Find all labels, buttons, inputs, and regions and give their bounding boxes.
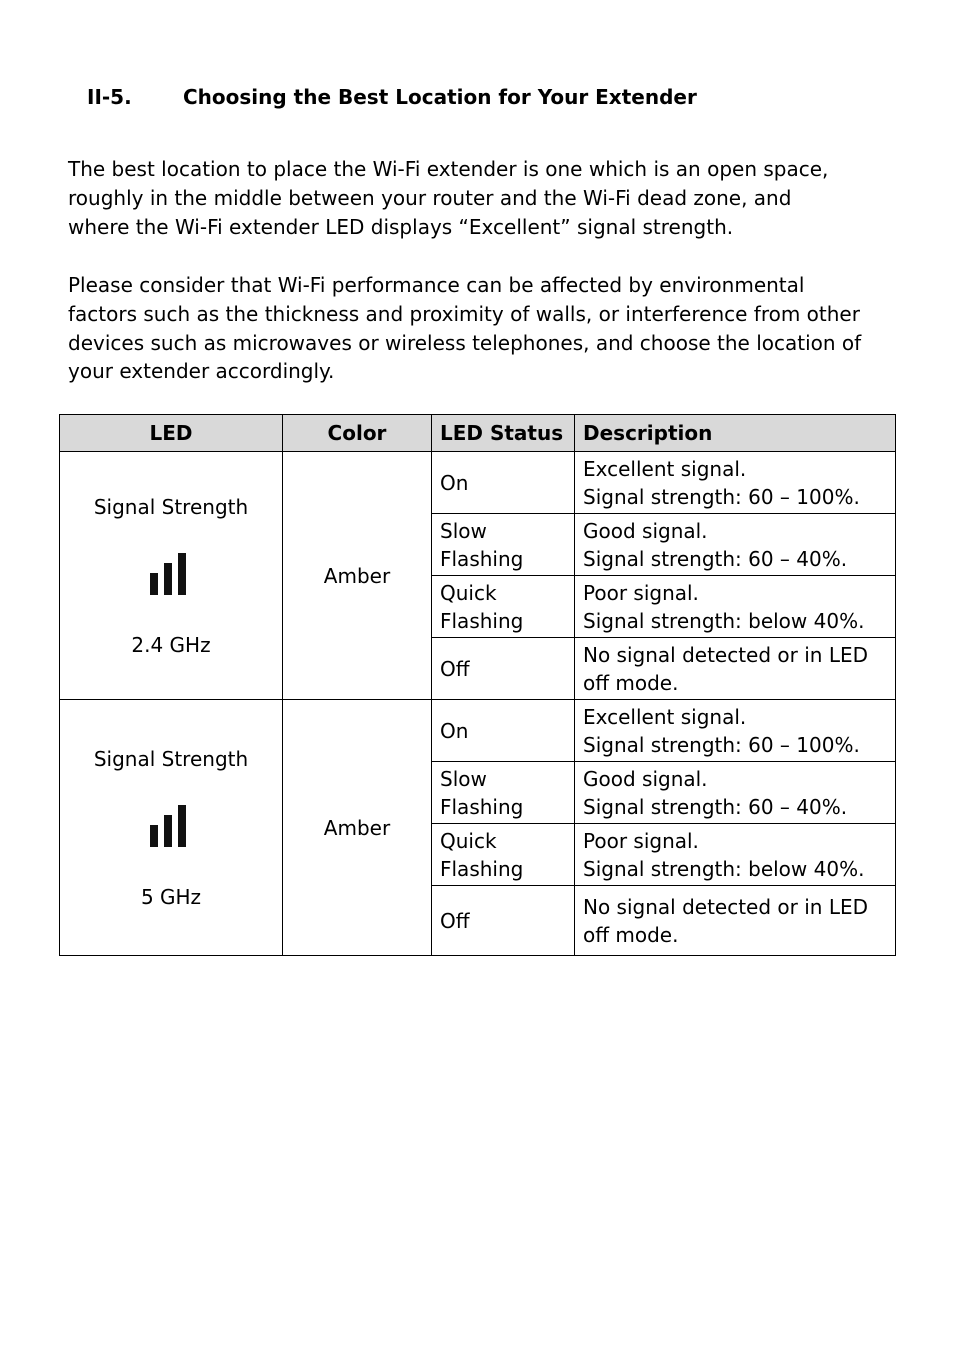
status-cell — [432, 824, 575, 886]
header-color: Color — [283, 415, 432, 452]
description-line: Excellent signal. — [583, 456, 747, 481]
paragraph-line: where the Wi-Fi extender LED displays “Excellent” signal strength. — [68, 214, 734, 239]
header-led: LED — [60, 415, 283, 452]
description-line: Good signal. — [583, 518, 708, 543]
description-cell — [575, 638, 896, 700]
status-text: Off — [440, 656, 470, 681]
status-cell — [432, 452, 575, 514]
status-text: Flashing — [440, 608, 524, 633]
status-cell — [432, 762, 575, 824]
status-cell — [432, 576, 575, 638]
description-cell — [575, 762, 896, 824]
description-cell — [575, 452, 896, 514]
status-text: Flashing — [440, 546, 524, 571]
status-text: Quick — [440, 828, 497, 853]
section-number: II-5. — [87, 85, 132, 109]
paragraph-line: devices such as microwaves or wireless telephones, and choose the location of — [68, 330, 862, 355]
status-cell — [432, 700, 575, 762]
description-line: Signal strength: 60 – 100%. — [583, 484, 860, 509]
paragraph-line: your extender accordingly. — [68, 359, 335, 384]
description-line: Good signal. — [583, 766, 708, 791]
led-status-table — [59, 414, 896, 956]
environment-paragraph — [68, 271, 898, 386]
description-line: Signal strength: below 40%. — [583, 608, 865, 633]
description-cell — [575, 886, 896, 956]
frequency-label: 2.4 GHz — [131, 632, 211, 657]
status-text: Off — [440, 908, 470, 933]
status-cell — [432, 886, 575, 956]
section-title: Choosing the Best Location for Your Extender — [183, 85, 697, 109]
description-line: Poor signal. — [583, 828, 699, 853]
signal-bars-icon — [141, 551, 201, 601]
description-cell — [575, 514, 896, 576]
led-label: Signal Strength — [93, 746, 249, 771]
paragraph-line: Please consider that Wi-Fi performance can be affected by environmental — [68, 273, 805, 297]
status-text: Flashing — [440, 794, 524, 819]
description-cell — [575, 576, 896, 638]
description-line: Signal strength: 60 – 40%. — [583, 546, 848, 571]
description-line: off mode. — [583, 670, 679, 695]
led-label: Signal Strength — [93, 494, 249, 519]
frequency-label: 5 GHz — [140, 884, 202, 909]
description-line: No signal detected or in LED — [583, 894, 868, 919]
description-line: Signal strength: below 40%. — [583, 856, 865, 881]
section-heading — [87, 84, 697, 110]
color-cell: Amber — [283, 452, 432, 700]
status-text: Slow — [440, 766, 487, 791]
paragraph-line: The best location to place the Wi-Fi extender is one which is an open space, — [68, 157, 829, 181]
table-row — [60, 452, 896, 514]
description-line: Signal strength: 60 – 40%. — [583, 794, 848, 819]
header-description: Description — [575, 415, 896, 452]
paragraph-line: roughly in the middle between your router and the Wi-Fi dead zone, and — [68, 185, 792, 210]
status-text: Quick — [440, 580, 497, 605]
color-cell: Amber — [283, 700, 432, 956]
paragraph-line: factors such as the thickness and proximity of walls, or interference from other — [68, 301, 860, 326]
status-text: Flashing — [440, 856, 524, 881]
led-cell-5ghz — [60, 700, 283, 956]
status-cell — [432, 638, 575, 700]
description-cell — [575, 824, 896, 886]
description-line: Poor signal. — [583, 580, 699, 605]
status-text: On — [440, 470, 469, 495]
description-line: off mode. — [583, 922, 679, 947]
table-header-row — [60, 415, 896, 452]
description-line: Signal strength: 60 – 100%. — [583, 732, 860, 757]
header-led-status: LED Status — [432, 415, 575, 452]
status-text: On — [440, 718, 469, 743]
description-line: No signal detected or in LED — [583, 642, 868, 667]
status-text: Slow — [440, 518, 487, 543]
led-cell-24ghz — [60, 452, 283, 700]
description-line: Excellent signal. — [583, 704, 747, 729]
table-row — [60, 700, 896, 762]
intro-paragraph — [68, 155, 898, 241]
status-cell — [432, 514, 575, 576]
signal-bars-icon — [141, 803, 201, 853]
description-cell — [575, 700, 896, 762]
